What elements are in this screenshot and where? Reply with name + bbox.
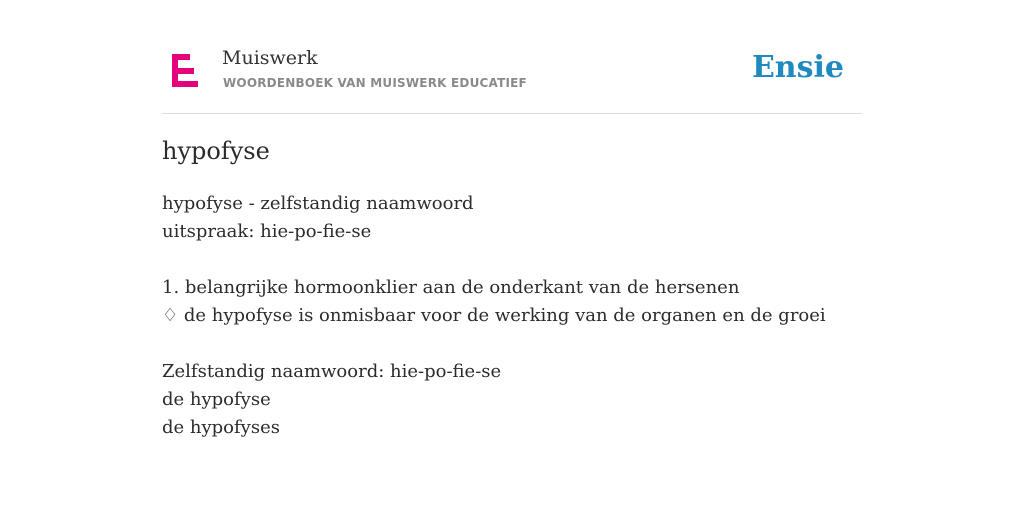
entry-line-meaning: 1. belangrijke hormoonklier aan de onderkant van de hersenen: [162, 277, 740, 298]
entry-line-pronunciation: uitspraak: hie-po-fie-se: [162, 221, 372, 242]
ensie-brand-link[interactable]: Ensie: [751, 50, 844, 85]
entry-line-singular: de hypofyse: [162, 389, 271, 410]
site-title[interactable]: Muiswerk: [222, 47, 318, 69]
entry-line-example: ♢ de hypofyse is onmisbaar voor de werking van de organen en de groei: [162, 305, 826, 326]
entry-line-plural: de hypofyses: [162, 417, 280, 438]
logo-bar-top: [172, 54, 190, 60]
site-header: [162, 40, 862, 114]
logo-bar-middle: [172, 68, 194, 74]
entry-line-spacer: [162, 246, 862, 274]
site-subtitle: WOORDENBOEK VAN MUISWERK EDUCATIEF: [223, 76, 527, 90]
logo-bar-bottom: [172, 81, 198, 87]
entry-body: [162, 190, 862, 442]
muiswerk-logo-icon[interactable]: [172, 54, 200, 88]
entry-line-definition-type: hypofyse - zelfstandig naamwoord: [162, 193, 474, 214]
entry-line-inflection-heading: Zelfstandig naamwoord: hie-po-fie-se: [162, 361, 502, 382]
page-title: hypofyse: [162, 137, 270, 165]
entry-line-spacer: [162, 330, 862, 358]
